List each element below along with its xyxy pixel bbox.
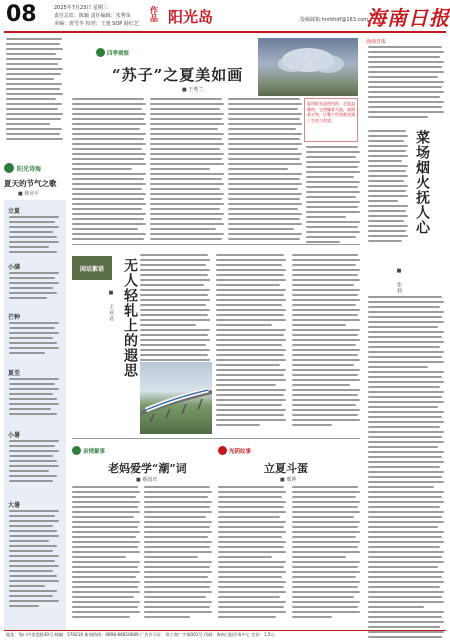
section-title: 阳光岛	[168, 8, 214, 26]
middle-story-column-2	[216, 254, 286, 426]
leaf-icon	[72, 446, 81, 455]
poem-section-heading: 夏至	[8, 370, 21, 377]
poem-stanza	[9, 510, 61, 607]
poem-stanza	[9, 272, 61, 299]
leaf-icon	[218, 446, 227, 455]
masthead-rule	[4, 31, 446, 33]
poem-section-heading: 芒种	[8, 314, 21, 321]
footer	[0, 630, 450, 640]
bottom-left-story	[72, 444, 212, 630]
leaf-icon	[4, 163, 14, 173]
bottom-right-story	[218, 444, 360, 630]
top-story-column-4	[306, 146, 360, 243]
poem-stanza	[9, 322, 61, 354]
bottom-right-column-2	[292, 486, 360, 618]
column-logo-seasons: 四季观察	[96, 48, 129, 57]
right-column-author: ■ 张莉	[396, 268, 402, 294]
middle-story	[72, 250, 360, 440]
sidebar-poem	[4, 38, 66, 630]
bottom-right-title: 立夏斗蛋	[264, 462, 308, 475]
cloud-icon	[258, 38, 358, 96]
top-story-author: ■ 王秀兰	[182, 87, 204, 93]
footer-rule	[4, 630, 446, 631]
date-line: 2025年7月23日 星期三	[54, 5, 108, 11]
top-story-bottom-rule	[72, 244, 360, 245]
summer-cloud-photo	[258, 38, 358, 96]
high-speed-rail-photo	[140, 362, 212, 434]
column-logo-poetry: 阳光诗海	[4, 162, 64, 174]
right-column	[366, 38, 446, 630]
editor-line: 美编：唐雪冬 校对：王逸 SOP 薛红艺	[54, 21, 139, 27]
right-column-text-top	[368, 46, 444, 118]
column-logo-chat: 闲话絮语	[72, 256, 112, 280]
middle-story-title: 无人轻轧上的遐思	[122, 258, 138, 378]
poem-panel	[4, 200, 66, 630]
train-icon	[140, 362, 212, 434]
poem-stanza	[9, 216, 61, 253]
masthead	[0, 0, 450, 34]
middle-story-bottom-rule	[72, 438, 360, 439]
photo-quote: 夏的阳光是热烈的，也是温暖的，它照耀着大地，滋润着万物，让整个世界都充满了生机与希望。	[307, 101, 355, 123]
poem-section-heading: 立夏	[8, 208, 21, 215]
poem-stanza	[9, 378, 61, 415]
poem-section-heading: 小暑	[8, 432, 21, 439]
right-column-text-bottom	[368, 296, 444, 640]
newspaper-logo: 海南日报	[366, 6, 450, 30]
middle-story-author: ■ 王亚君	[108, 290, 114, 322]
edition-line: 责任总监：陈颖 责任编辑：朱秀凤	[54, 13, 131, 19]
right-column-title: 菜场烟火抚人心	[414, 130, 430, 235]
sidebar-text-top	[6, 38, 64, 140]
poem-stanza	[9, 440, 61, 482]
column-logo-family: 亲情絮事	[72, 446, 105, 455]
bottom-right-author: ■ 邢仲	[280, 477, 297, 483]
photo-quote-box	[304, 98, 358, 142]
top-story-column-1	[72, 98, 146, 240]
top-story-column-2	[150, 98, 224, 240]
middle-story-column-3	[292, 254, 360, 426]
paper-label: 海南日报	[366, 39, 387, 45]
poem-section-heading: 大暑	[8, 502, 21, 509]
poem-author: ■ 林应平	[18, 191, 40, 197]
bottom-left-author: ■ 蔡国庆	[136, 477, 158, 483]
contribution-email: 投稿邮箱:hnrbhdf@163.com	[300, 17, 369, 23]
right-column-text-side	[368, 130, 408, 242]
top-story	[72, 38, 360, 246]
top-story-column-3	[228, 98, 302, 240]
poem-title: 夏天的节气之歌	[4, 179, 57, 188]
middle-story-column-1	[140, 254, 210, 361]
bottom-left-column-2	[144, 486, 212, 618]
bottom-left-title: 老妈爱学“潮”词	[108, 462, 187, 475]
page-number: 08	[6, 2, 37, 27]
section-label: 作品	[150, 5, 158, 23]
poem-section-heading: 小满	[8, 264, 21, 271]
top-story-title: “苏子”之夏美如画	[112, 66, 244, 84]
footer-text: 地址：海口市金盘路30号 邮编：570216 新闻热线：0898-66810666 广告许可证：琼工商广字第001号 印刷：海南日报印务中心 定价：1.5元	[6, 632, 275, 637]
bottom-left-column-1	[72, 486, 140, 618]
leaf-icon	[96, 48, 105, 57]
bottom-right-column-1	[218, 486, 286, 618]
column-logo-time: 光阴纹事	[218, 446, 251, 455]
